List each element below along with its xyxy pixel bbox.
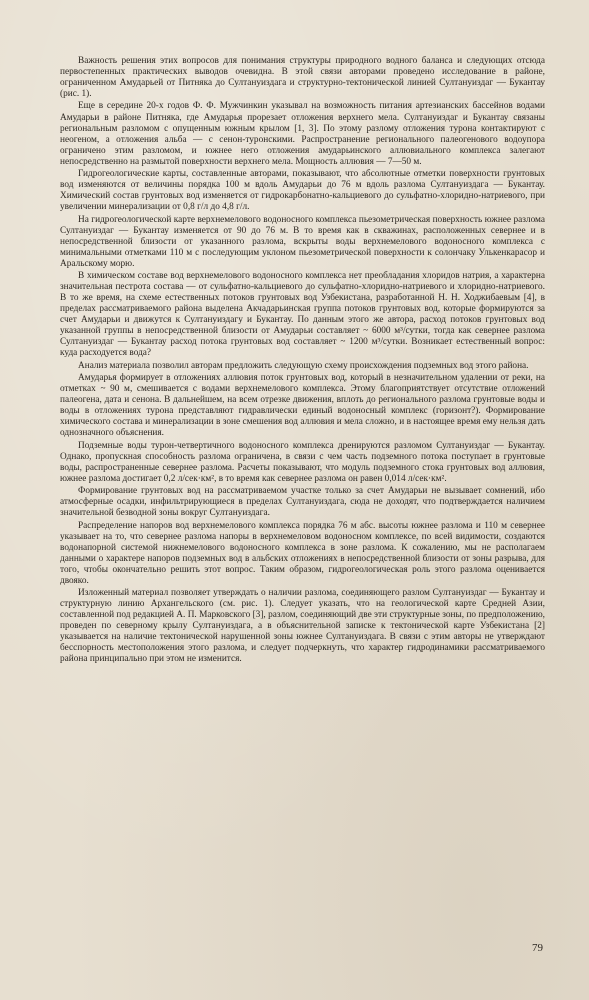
paragraph-1: Важность решения этих вопросов для понимания структуры природного водного баланса и следующих отсюда первостепенных практических выводов очевидна. В этой связи авторами проведено исследование в районе, ограниченном Амударьей от Питняка до Султануиздага и структурно-тектонической линией Султануиздаг — Букантау (рис. 1).	[60, 56, 545, 100]
paragraph-9: Формирование грунтовых вод на рассматриваемом участке только за счет Амударьи не вызывает сомнений, ибо атмосферные осадки, инфильтрирующиеся в пределах Султануиздага, сюда не доходят, что подтверждается наличием значительной безводной зоны вокруг Султануиздага.	[60, 486, 545, 519]
paragraph-10: Распределение напоров вод верхнемелового комплекса порядка 76 м абс. высоты южнее разлома и 110 м севернее указывает на то, что севернее разлома напоры в верхнемеловом водоносном комплексе, по всей видимости, создаются водонапорной системой нижнемелового водоносного комплекса в зоне разлома. К сожалению, мы не располагаем данными о характере напоров подземных вод в альбских отложениях в непосредственной близости от зоны разрыва, для того, чтобы окончательно решить этот вопрос. Таким образом, гидрогеологическая роль этого разлома оценивается двояко.	[60, 520, 545, 586]
paragraph-11: Изложенный материал позволяет утверждать о наличии разлома, соединяющего разлом Султануиздаг — Букантау и структурную линию Архангельского (см. рис. 1). Следует указать, что на геологической карте Средней Азии, составленной под редакцией А. П. Марковского [3], разлом, соединяющий две эти структурные зоны, по предположению, проведен по северному крылу Султануиздага, а в объяснительной записке к тектонической карте Узбекистана [2] указывается на наличие тектонической нарушенной зоны южнее Султануиздага. В связи с этим авторы не утверждают бесспорность местоположения этого разлома, и следует подчеркнуть, что характер гидродинамики рассматриваемого района принципально при этом не изменится.	[60, 588, 545, 665]
paragraph-4: На гидрогеологической карте верхнемелового водоносного комплекса пьезометрическая поверхность южнее разлома Султануиздаг — Букантау изменяется от 90 до 76 м. В то время как в скважинах, расположенных севернее и в непосредственной близости от указанного разлома, вскрыты воды верхнемелового водоносного комплекса с минимальными отметками 110 м с последующим уклоном пьезометрической поверхности к солончаку Улькенкарасор и Аральскому морю.	[60, 214, 545, 269]
paragraph-3: Гидрогеологические карты, составленные авторами, показывают, что абсолютные отметки поверхности грунтовых вод изменяются от величины порядка 100 м вдоль Амударьи до 76 м вдоль разлома Султануиздага — Букантау. Химический состав грунтовых вод изменяется от гидрокарбонатно-кальциевого до сульфатно-хлоридно-натриевого, при увеличении минерализации от 0,8 г/л до 4,8 г/л.	[60, 169, 545, 213]
page-number: 79	[532, 942, 543, 954]
paragraph-6: Анализ материала позволил авторам предложить следующую схему происхождения подземных вод этого района.	[78, 360, 529, 371]
paragraph-2: Еще в середине 20-х годов Ф. Ф. Мужчинкин указывал на возможность питания артезианских бассейнов водами Амударьи в районе Питняка, где Амударья прорезает отложения верхнего мела. Султануиздаг и Букантау связаны региональным разломом с опущенным южным крылом [1, 3]. По этому разлому отложения турона контактируют с неогеном, а отложения альба — с сенон-туронскими. Распространение регионального палеогенового водоупора ограничено этим разломом, и южнее него отложения амударьинского аллювиального комплекса залегают непосредственно на размытой поверхности верхнего мела. Мощность аллювия — 7—50 м.	[60, 101, 545, 167]
paragraph-8: Подземные воды турон-четвертичного водоносного комплекса дренируются разломом Султануиздаг — Букантау. Однако, пропускная способность разлома ограничена, в связи с чем часть подземного потока поступает в грунтовые воды, распространенные севернее разлома. Расчеты показывают, что модуль подземного стока грунтовых вод аллювия, южнее разлома достигает 0,2 л/сек·км², в то время как севернее разлома он равен 0,014 л/сек·км².	[60, 440, 545, 484]
paragraph-7: Амударья формирует в отложениях аллювия поток грунтовых вод, который в незначительном удалении от реки, на отметках ~ 90 м, смешивается с водами верхнемелового комплекса. Этому благоприятствует отсутствие отложений палеогена, дата и сенона. В дальнейшем, на всем отрезке движения, вплоть до регионального разлома грунтовые воды и воды в отложениях турона представляют гидравлически единый водоносный комплекс (горизонт?). Формирование химического состава и минерализации в зоне смешения вод аллювия и мела сложно, и в настоящее время ему нельзя дать однозначного объяснения.	[60, 373, 545, 439]
paragraph-5: В химическом составе вод верхнемелового водоносного комплекса нет преобладания хлоридов натрия, а характерна значительная пестрота состава — от сульфатно-кальциевого до сульфатно-хлоридно-натриевого и хлоридно-натриевого. В то же время, на схеме естественных потоков грунтовых вод Узбекистана, разработанной Н. Н. Ходжибаевым [4], в пределах рассматриваемого района выделена Акчадарьинская группа потоков грунтовых вод, которые формируются за счет Амударьи и движутся к Султануиздагу и Букантау. По данным этого же автора, расход потоков грунтовых вод указанной группы в непосредственной близости от Амударьи составляет ~ 6000 м³/сутки, тогда как севернее разлома Султануиздаг — Букантау расход потока грунтовых вод составляет ~ 1200 м³/сутки. Возникает естественный вопрос: куда расходуется вода?	[60, 271, 545, 359]
